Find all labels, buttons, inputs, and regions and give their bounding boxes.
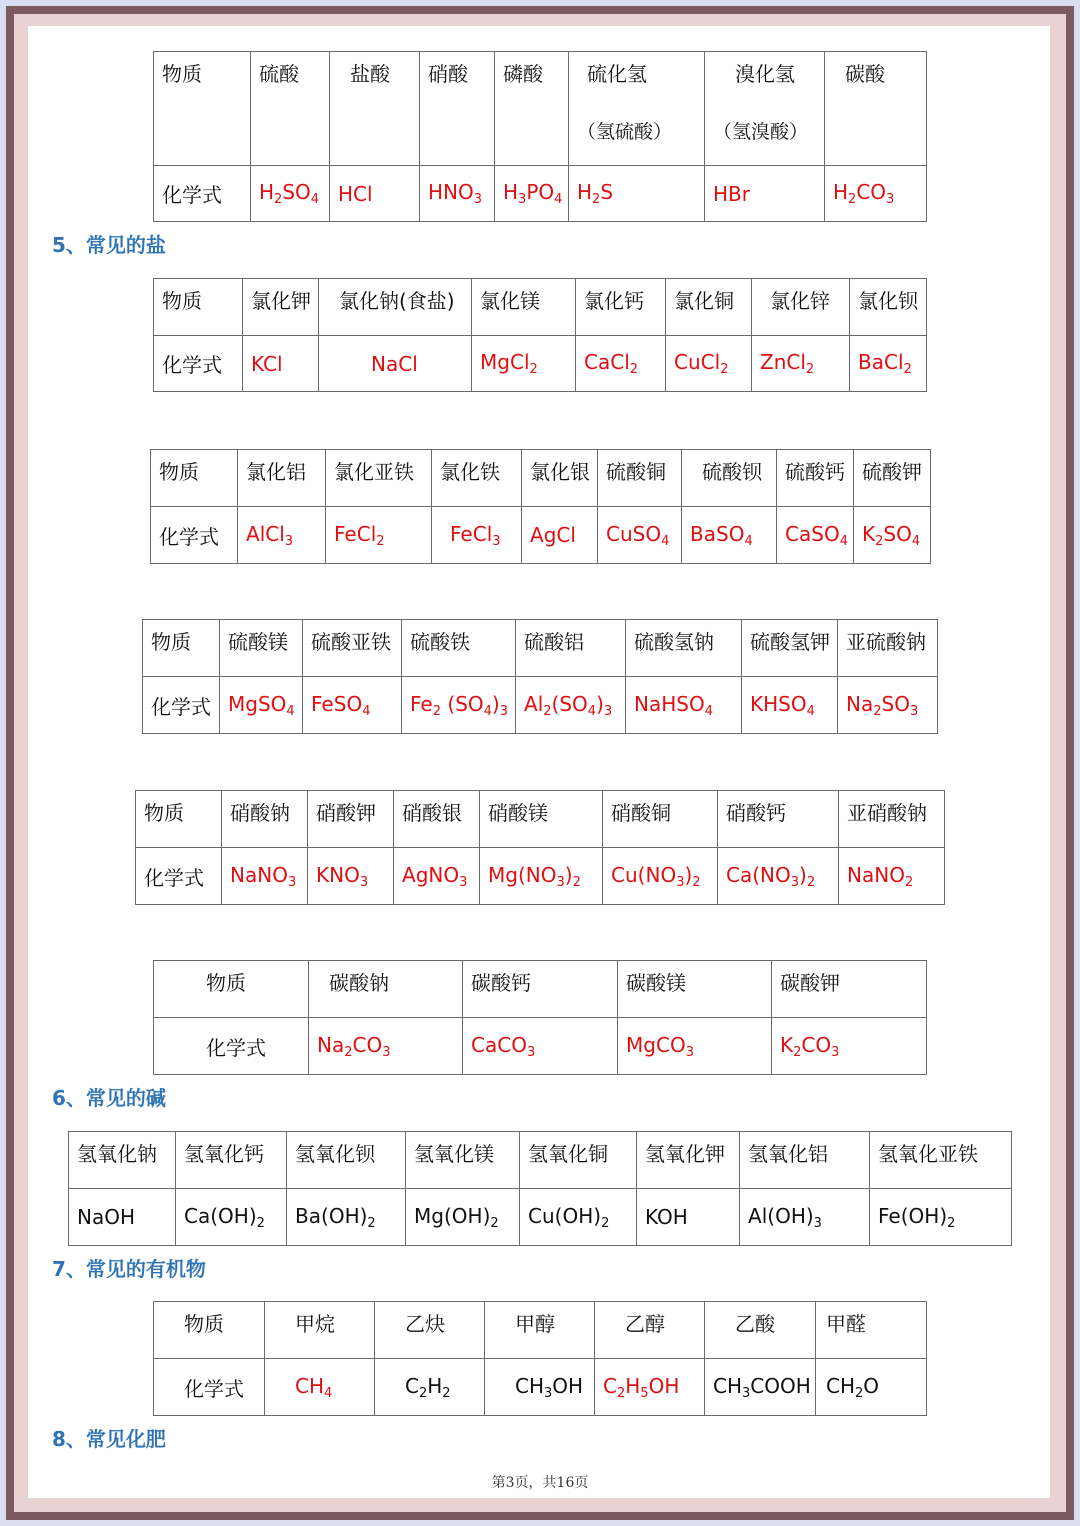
page-footer: 第3页，共16页 xyxy=(491,1475,589,1491)
organic-name: 乙醇 xyxy=(595,1302,705,1359)
salt-name: 硝酸镁 xyxy=(480,791,603,848)
salts-table-chlorides xyxy=(153,278,927,392)
formula-cell: CaSO$_4$ xyxy=(777,507,854,564)
salt-name: 氯化铁 xyxy=(432,450,522,507)
salt-name: 硫酸镁 xyxy=(220,620,303,677)
row-label: 物质 xyxy=(154,279,243,336)
formula-cell: $Ba(OH)_2$ xyxy=(287,1189,406,1246)
formula-cell: CaCO$_3$ xyxy=(463,1018,618,1075)
formula-cell: $Fe(OH)_2$ xyxy=(870,1189,1012,1246)
formula-cell: $H_2S$ xyxy=(569,166,705,222)
base-name: 氢氧化亚铁 xyxy=(870,1132,1012,1189)
formula-label: 化学式 xyxy=(151,507,238,564)
salt-name: 氯化银 xyxy=(522,450,598,507)
formula-cell: FeCl$_3$ xyxy=(432,507,522,564)
formula-cell: NaNO$_3$ xyxy=(222,848,308,905)
formula-cell: $K_2SO_4$ xyxy=(854,507,931,564)
formula-cell: $HNO_3$ xyxy=(420,166,495,222)
base-name: 氢氧化钙 xyxy=(176,1132,287,1189)
acid-name-text: 溴化氢 xyxy=(735,62,795,86)
row-label: 物质 xyxy=(154,961,309,1018)
salt-name: 硫酸铁 xyxy=(402,620,516,677)
formula-cell: $KHSO_4$ xyxy=(742,677,838,734)
formula-cell: $CH_3OH$ xyxy=(485,1359,595,1416)
formula-cell: NaHSO$_4$ xyxy=(626,677,742,734)
formula-cell: NaOH xyxy=(69,1189,176,1246)
formula-cell: $Cu(NO_3)_2$ xyxy=(603,848,718,905)
organics-table xyxy=(153,1301,927,1416)
acids-table xyxy=(153,51,927,222)
base-name: 氢氧化镁 xyxy=(406,1132,520,1189)
formula-cell: $Na_2CO_3$ xyxy=(309,1018,463,1075)
salt-name: 硝酸钠 xyxy=(222,791,308,848)
formula-cell: NaCl xyxy=(319,336,472,392)
formula-cell: $Fe_2$ $(SO_4)_3$ xyxy=(402,677,516,734)
base-name: 氢氧化钠 xyxy=(69,1132,176,1189)
formula-cell: HBr xyxy=(705,166,825,222)
formula-cell: $CH_4$ xyxy=(265,1359,375,1416)
formula-cell: NaNO$_2$ xyxy=(839,848,945,905)
formula-cell: $K_2CO_3$ xyxy=(772,1018,927,1075)
acid-name: 碳酸 xyxy=(825,52,927,166)
salt-name: 硫酸铜 xyxy=(598,450,682,507)
row-label: 物质 xyxy=(154,1302,265,1359)
acid-name-note: （氢溴酸） xyxy=(713,121,809,143)
salt-name: 硫酸亚铁 xyxy=(303,620,402,677)
formula-label: 化学式 xyxy=(136,848,222,905)
salts-table-carbonates xyxy=(153,960,927,1075)
salt-name: 亚硝酸钠 xyxy=(839,791,945,848)
section-heading-fertilizers: 8、常见化肥 xyxy=(52,1427,166,1451)
salt-name: 氯化亚铁 xyxy=(326,450,432,507)
formula-cell: MgCl$_2$ xyxy=(472,336,576,392)
organic-name: 乙炔 xyxy=(375,1302,485,1359)
salt-name: 硫酸铝 xyxy=(516,620,626,677)
salt-name: 氯化锌 xyxy=(752,279,850,336)
formula-cell: $H_2SO_4$ xyxy=(251,166,330,222)
salt-name: 硫酸钾 xyxy=(854,450,931,507)
acid-name-text: 硫化氢 xyxy=(587,62,647,86)
salt-name: 碳酸钾 xyxy=(772,961,927,1018)
base-name: 氢氧化铝 xyxy=(740,1132,870,1189)
formula-cell: $Na_2SO_3$ xyxy=(838,677,938,734)
formula-cell: AgNO$_3$ xyxy=(394,848,480,905)
bases-table xyxy=(68,1131,1012,1246)
organic-name: 乙酸 xyxy=(705,1302,816,1359)
row-label: 物质 xyxy=(136,791,222,848)
formula-cell: $H_2CO_3$ xyxy=(825,166,927,222)
formula-cell: $Ca(NO_3)_2$ xyxy=(718,848,839,905)
formula-label: 化学式 xyxy=(154,1359,265,1416)
row-label: 物质 xyxy=(154,52,251,166)
salts-table-sulfates xyxy=(142,619,938,734)
formula-cell: HCl xyxy=(330,166,420,222)
salt-name: 硫酸钡 xyxy=(682,450,777,507)
formula-cell: $CH_3COOH$ xyxy=(705,1359,816,1416)
formula-cell: KOH xyxy=(637,1189,740,1246)
formula-cell: $Ca(OH)_2$ xyxy=(176,1189,287,1246)
formula-cell: $H_3PO_4$ xyxy=(495,166,569,222)
formula-cell: $C_2H_2$ xyxy=(375,1359,485,1416)
salt-name: 硝酸钾 xyxy=(308,791,394,848)
organic-name: 甲烷 xyxy=(265,1302,375,1359)
formula-cell: $Mg(OH)_2$ xyxy=(406,1189,520,1246)
row-label: 物质 xyxy=(143,620,220,677)
row-label: 物质 xyxy=(151,450,238,507)
salt-name: 亚硫酸钠 xyxy=(838,620,938,677)
formula-cell: ZnCl$_2$ xyxy=(752,336,850,392)
acid-name: 磷酸 xyxy=(495,52,569,166)
base-name: 氢氧化钾 xyxy=(637,1132,740,1189)
salt-name: 氯化铝 xyxy=(238,450,326,507)
formula-cell: $KNO_3$ xyxy=(308,848,394,905)
formula-cell: $CH_2O$ xyxy=(816,1359,927,1416)
formula-label: 化学式 xyxy=(154,1018,309,1075)
formula-cell: $Al_2(SO_4)_3$ xyxy=(516,677,626,734)
formula-cell: MgCO$_3$ xyxy=(618,1018,772,1075)
section-heading-salts: 5、常见的盐 xyxy=(52,233,166,257)
formula-cell: KCl xyxy=(243,336,319,392)
salt-name: 氯化钡 xyxy=(850,279,927,336)
formula-cell: AlCl$_3$ xyxy=(238,507,326,564)
formula-cell: $Al(OH)_3$ xyxy=(740,1189,870,1246)
salt-name: 氯化铜 xyxy=(666,279,752,336)
base-name: 氢氧化铜 xyxy=(520,1132,637,1189)
salt-name: 氯化钠(食盐) xyxy=(319,279,472,336)
organic-name: 甲醛 xyxy=(816,1302,927,1359)
salt-name: 硫酸钙 xyxy=(777,450,854,507)
salt-name: 碳酸镁 xyxy=(618,961,772,1018)
salt-name: 氯化镁 xyxy=(472,279,576,336)
section-heading-bases: 6、常见的碱 xyxy=(52,1086,166,1110)
formula-cell: $C_2H_5OH$ xyxy=(595,1359,705,1416)
formula-cell: BaCl$_2$ xyxy=(850,336,927,392)
salts-table-nitrates xyxy=(135,790,945,905)
formula-label: 化学式 xyxy=(154,166,251,222)
salts-table-mixed xyxy=(150,449,931,564)
formula-cell: MgSO$_4$ xyxy=(220,677,303,734)
salt-name: 碳酸钙 xyxy=(463,961,618,1018)
organic-name: 甲醇 xyxy=(485,1302,595,1359)
salt-name: 硫酸氢钠 xyxy=(626,620,742,677)
formula-cell: FeCl$_2$ xyxy=(326,507,432,564)
acid-name: 盐酸 xyxy=(330,52,420,166)
formula-label: 化学式 xyxy=(154,336,243,392)
formula-cell: $Cu(OH)_2$ xyxy=(520,1189,637,1246)
formula-cell: CuCl$_2$ xyxy=(666,336,752,392)
salt-name: 硫酸氢钾 xyxy=(742,620,838,677)
acid-name xyxy=(569,52,705,166)
acid-name: 硝酸 xyxy=(420,52,495,166)
formula-cell: BaSO$_4$ xyxy=(682,507,777,564)
salt-name: 硝酸银 xyxy=(394,791,480,848)
formula-cell: AgCl xyxy=(522,507,598,564)
formula-cell: FeSO$_4$ xyxy=(303,677,402,734)
salt-name: 碳酸钠 xyxy=(309,961,463,1018)
salt-name: 氯化钙 xyxy=(576,279,666,336)
salt-name: 氯化钾 xyxy=(243,279,319,336)
salt-name: 硝酸铜 xyxy=(603,791,718,848)
formula-cell: CuSO$_4$ xyxy=(598,507,682,564)
salt-name: 硝酸钙 xyxy=(718,791,839,848)
formula-cell: CaCl$_2$ xyxy=(576,336,666,392)
acid-name-note: （氢硫酸） xyxy=(577,121,673,143)
formula-cell: $Mg(NO_3)_2$ xyxy=(480,848,603,905)
formula-label: 化学式 xyxy=(143,677,220,734)
acid-name xyxy=(705,52,825,166)
base-name: 氢氧化钡 xyxy=(287,1132,406,1189)
acid-name: 硫酸 xyxy=(251,52,330,166)
section-heading-organics: 7、常见的有机物 xyxy=(52,1257,206,1281)
